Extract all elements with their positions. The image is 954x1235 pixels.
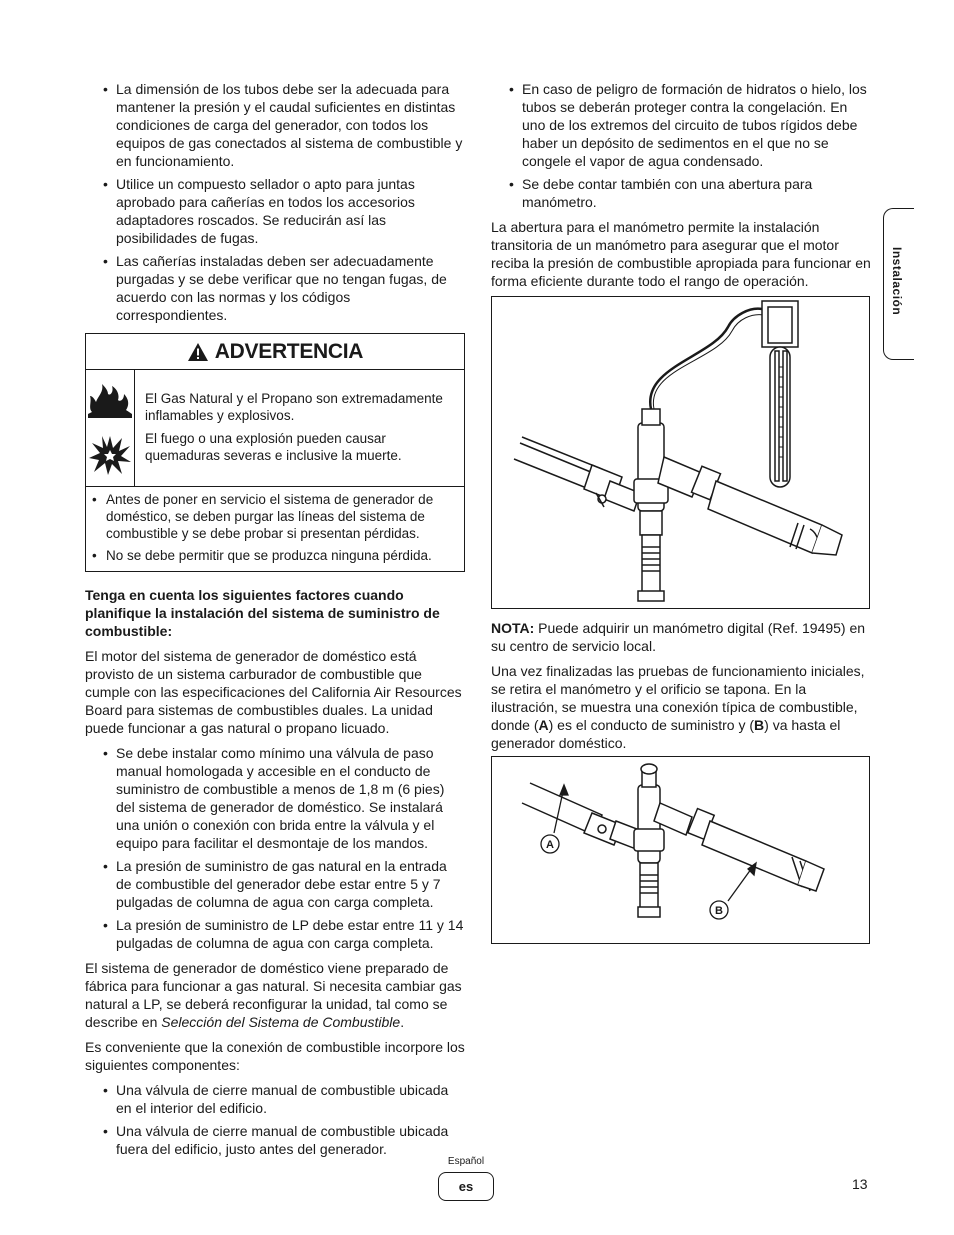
manometer-illustration xyxy=(492,297,869,608)
list-item: • La dimensión de los tubos debe ser la adecuada para mantener la presión y el caudal suficientes en distintas condiciones de carga del generador, con todos los equipos de gas conectados al sistema de combustible y en funcionamiento. xyxy=(116,80,465,170)
fuel-connection-illustration xyxy=(492,757,869,943)
list-item: • Antes de poner en servicio el sistema de generador de doméstico, se deben purgar las líneas del sistema de combustible y se debe probar si presentan pérdidas. xyxy=(106,491,454,542)
list-item: • Una válvula de cierre manual de combustible ubicada en el interior del edificio. xyxy=(116,1081,465,1117)
list-item: • Las cañerías instaladas deben ser adecuadamente purgadas y se debe verificar que no tengan fugas, de acuerdo con las normas y los códigos correspondientes. xyxy=(116,252,465,324)
components-paragraph: Es conveniente que la conexión de combustible incorpore los siguientes componentes: xyxy=(85,1039,465,1073)
manometer-paragraph: La abertura para el manómetro permite la instalación transitoria de un manómetro para asegurar que el motor reciba la presión de combustible apropiada para funcionar en forma eficiente durante todo el rango de operación. xyxy=(491,219,871,289)
hazard-line: El fuego o una explosión pueden causar quemaduras severas e inclusive la muerte. xyxy=(145,431,402,463)
warning-box xyxy=(85,333,465,572)
list-item: • No se debe permitir que se produzca ninguna pérdida. xyxy=(106,547,454,564)
factor-bullet-list xyxy=(85,744,465,952)
list-item: • Una válvula de cierre manual de combustible ubicada fuera del edificio, justo antes del generador. xyxy=(116,1122,465,1158)
warning-icons xyxy=(86,370,135,486)
manometer-figure xyxy=(491,296,870,609)
left-column xyxy=(85,80,465,1165)
explosion-icon xyxy=(88,434,132,476)
final-paragraph: Una vez finalizadas las pruebas de funcionamiento iniciales, se retira el manómetro y el orificio se tapona. En la ilustración, se muestra una conexión típica de combustible, donde (A) es el conducto de suministro y (B) va hasta el generador doméstico. xyxy=(491,663,865,751)
right-bullet-list xyxy=(491,80,871,211)
label-a: A xyxy=(538,717,549,733)
callout-a: A xyxy=(546,839,554,851)
list-item: • La presión de suministro de LP debe estar entre 11 y 14 pulgadas de columna de agua con carga completa. xyxy=(116,916,465,952)
note-paragraph: NOTA: Puede adquirir un manómetro digital (Ref. 19495) en su centro de servicio local. xyxy=(491,620,866,654)
warning-title: ADVERTENCIA xyxy=(214,339,364,363)
warning-hazard-row xyxy=(86,370,464,487)
right-column xyxy=(491,80,871,297)
intro-bullet-list xyxy=(85,80,465,324)
warning-triangle-icon xyxy=(187,342,209,362)
section-tab xyxy=(883,208,914,360)
label-b: B xyxy=(754,717,765,733)
hazard-line: El Gas Natural y el Propano son extremadamente inflamables y explosivos. xyxy=(145,391,443,423)
section-reference: Selección del Sistema de Combustible xyxy=(161,1014,401,1030)
engine-paragraph: El motor del sistema de generador de doméstico está provisto de un sistema carburador de combustible que cumple con las especificaciones del California Air Resources Board para sistemas de combustibles duales. La unidad puede funcionar a gas natural o propano licuado. xyxy=(85,648,462,736)
warning-bullets xyxy=(86,487,464,571)
list-item: • Utilice un compuesto sellador o apto para juntas aprobado para cañerías en todos los accesorios adaptadores roscados. Se reducirán así las posibilidades de fugas. xyxy=(116,175,465,247)
warning-header xyxy=(86,334,464,370)
fire-icon xyxy=(86,380,134,420)
language-label: Español xyxy=(447,1156,485,1167)
list-item: • La presión de suministro de gas natural en la entrada de combustible del generador debe estar entre 5 y 7 pulgadas de columna de agua con carga completa. xyxy=(116,857,465,911)
warning-hazard-text xyxy=(135,370,464,486)
factory-paragraph: El sistema de generador de doméstico viene preparado de fábrica para funcionar a gas natural. Si necesita cambiar gas natural a LP, se deberá reconfigurar la unidad, tal como se describe en Selección del Sistema de Combustible. xyxy=(85,960,462,1030)
callout-b: B xyxy=(715,905,723,917)
factors-heading: Tenga en cuenta los siguientes factores cuando planifique la instalación del sistema de suministro de combustible: xyxy=(85,587,440,639)
list-item: • Se debe contar también con una abertura para manómetro. xyxy=(522,175,871,211)
page-number: 13 xyxy=(852,1176,868,1192)
list-item: • Se debe instalar como mínimo una válvula de paso manual homologada y accesible en el conducto de suministro de combustible a menos de 1,8 m (6 pies) del sistema de generador de doméstico. Se instalará una unión o conexión con brida entre la válvula y el equipo para facilitar el desmontaje de los mandos. xyxy=(116,744,465,852)
component-bullet-list xyxy=(85,1081,465,1158)
section-tab-label: Instalación xyxy=(890,247,904,316)
list-item: • En caso de peligro de formación de hidratos o hielo, los tubos se deberán proteger contra la congelación. En uno de los extremos del circuito de tubos rígidos debe haber un depósito de sedimentos en el que no se congele el vapor de agua condensado. xyxy=(522,80,871,170)
right-column-lower xyxy=(491,619,871,759)
fuel-connection-figure xyxy=(491,756,870,944)
language-code-badge: es xyxy=(438,1172,494,1201)
note-label: NOTA: xyxy=(491,620,535,636)
